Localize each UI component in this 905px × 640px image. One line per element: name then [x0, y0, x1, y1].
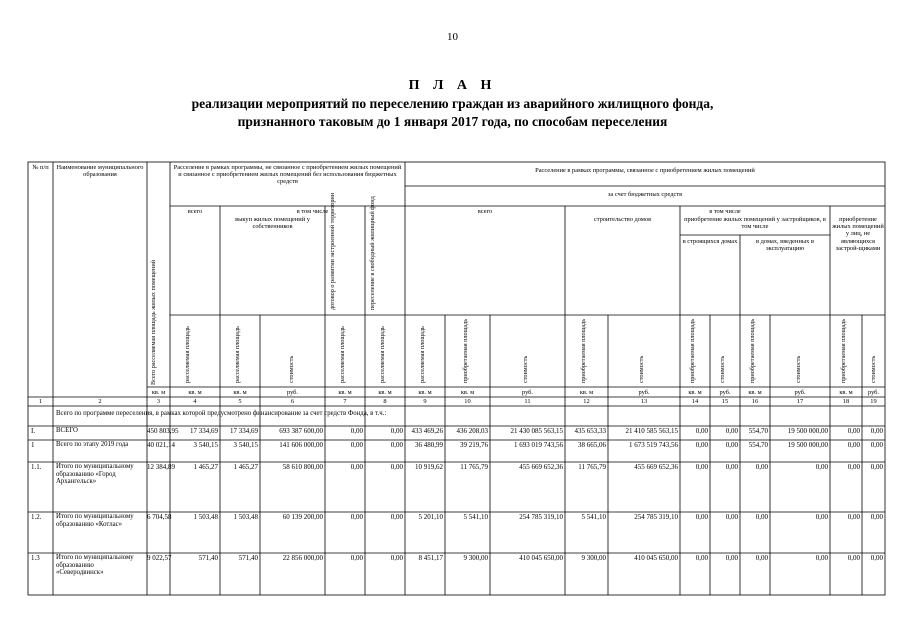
unit-c8: кв. м [378, 389, 392, 396]
row-number: 1 [31, 441, 35, 449]
header-construction: строительство домов [593, 216, 652, 223]
cell-c17: 0,00 [815, 463, 828, 471]
subheader-c7: расселяемая площадь [339, 326, 346, 383]
subheader-c10: приобретаемая площадь [462, 318, 469, 383]
subheader-c15: стоимость [719, 355, 726, 383]
cell-c18: 0,00 [847, 513, 860, 521]
cell-c6: 22 856 000,00 [282, 554, 323, 562]
header-dev: договор о развитии застроенной территории [329, 192, 336, 310]
unit-c16: кв. м [748, 389, 762, 396]
column-number: 11 [524, 398, 531, 405]
cell-c4: 1 503,48 [193, 513, 218, 521]
header-num: № п/п [32, 164, 49, 171]
cell-c10: 436 208,03 [456, 427, 488, 435]
document-subtitle-line2: признанного таковым до 1 января 2017 года, по способам переселения [237, 114, 668, 129]
subheader-c11: стоимость [522, 355, 529, 383]
cell-c19: 0,00 [870, 513, 883, 521]
cell-c4: 1 465,27 [193, 463, 218, 471]
cell-c8: 0,00 [390, 554, 403, 562]
column-number: 14 [691, 398, 699, 405]
column-number: 12 [583, 398, 590, 405]
unit-c4: кв. м [188, 389, 202, 396]
cell-c10: 5 541,10 [463, 513, 488, 521]
column-number: 9 [423, 398, 427, 405]
cell-c15: 0,00 [725, 513, 738, 521]
cell-c17: 19 500 000,00 [787, 441, 828, 449]
unit-c9: кв. м [418, 389, 432, 396]
header-incl-a: в том числе [296, 208, 329, 215]
row-name: Всего по этапу 2019 года [56, 441, 129, 448]
cell-c13: 410 045 650,00 [634, 554, 678, 562]
column-number: 19 [870, 398, 877, 405]
cell-c5: 17 334,69 [230, 427, 258, 435]
cell-c13: 254 785 319,10 [634, 513, 678, 521]
cell-c15: 0,00 [725, 463, 738, 471]
cell-c9: 10 919,62 [415, 463, 443, 471]
cell-c12: 9 300,00 [581, 554, 606, 562]
cell-c10: 11 765,79 [460, 463, 488, 471]
header-building: в строящихся домах [682, 238, 738, 245]
header-total-area: Всего расселяемая площадь жилых помещений [150, 260, 157, 385]
cell-c19: 0,00 [870, 463, 883, 471]
column-number: 16 [751, 398, 759, 405]
column-number: 10 [464, 398, 471, 405]
unit-c12: кв. м [579, 389, 594, 396]
cell-c6: 693 387 600,00 [279, 427, 323, 435]
cell-c12: 11 765,79 [578, 463, 606, 471]
cell-c5: 1 503,48 [233, 513, 258, 521]
cell-c13: 455 669 652,36 [634, 463, 678, 471]
header-buyout: выкуп жилых помещений у собственников [235, 216, 310, 231]
row-name: ВСЕГО [56, 427, 78, 434]
row-name: Итого по муниципальному образованию «Город Архангельск» [56, 463, 134, 486]
cell-c9: 36 480,99 [415, 441, 443, 449]
header-purchase-other: приобретение жилых помещений у лиц, не являющихся застрой-щиками [832, 216, 884, 252]
column-number: 2 [98, 398, 102, 405]
cell-c14: 0,00 [695, 463, 708, 471]
cell-c7: 0,00 [350, 427, 363, 435]
column-number: 7 [343, 398, 347, 405]
header-group-a: Расселение в рамках программы, не связанное с приобретением жилых помещений и связанное с приобретением жилых помещений без использования бюджетных средств [173, 164, 402, 186]
subheader-c12: приобретаемая площадь [580, 318, 587, 383]
note-row: Всего по программе переселения, в рамках которой предусмотрено финансирование за счет средств Фонда, в т.ч.: [56, 410, 387, 417]
unit-c11: руб. [521, 389, 534, 396]
subheader-c16: приобретаемая площадь [749, 318, 756, 383]
cell-c7: 0,00 [350, 554, 363, 562]
cell-c9: 5 201,10 [418, 513, 443, 521]
document-subtitle-line1: реализации мероприятий по переселению граждан из аварийного жилищного фонда, [191, 96, 714, 111]
cell-c7: 0,00 [350, 441, 363, 449]
cell-c5: 571,40 [238, 554, 258, 562]
header-total-a: всего [187, 208, 203, 215]
cell-c3: 9 022,57 [147, 554, 172, 562]
column-number: 18 [842, 398, 850, 405]
unit-c3: кв. м [151, 389, 166, 396]
unit-c15: руб. [719, 389, 731, 396]
subheader-c8: расселяемая площадь [379, 326, 386, 383]
cell-c4: 571,40 [198, 554, 218, 562]
cell-c18: 0,00 [847, 441, 860, 449]
row-number: 1.3 [31, 554, 40, 562]
header-purchase-dev: приобретение жилых помещений у застройщиков, в том числе [684, 216, 826, 231]
subheader-c14: приобретаемая площадь [689, 318, 696, 383]
cell-c18: 0,00 [847, 463, 860, 471]
column-number: 3 [156, 398, 161, 405]
cell-c19: 0,00 [870, 554, 883, 562]
column-number: 8 [383, 398, 387, 405]
cell-c11: 254 785 319,10 [519, 513, 563, 521]
column-number: 13 [640, 398, 648, 405]
column-number: 17 [796, 398, 804, 405]
cell-c3: 40 021,14 [147, 441, 175, 449]
cell-c16: 554,70 [748, 427, 768, 435]
cell-c3: 450 803,95 [147, 427, 179, 435]
cell-c14: 0,00 [695, 513, 708, 521]
cell-c5: 1 465,27 [233, 463, 258, 471]
cell-c7: 0,00 [350, 463, 363, 471]
cell-c7: 0,00 [350, 513, 363, 521]
unit-c19: руб. [867, 389, 880, 396]
header-total-b: всего [477, 208, 493, 215]
column-number: 1 [38, 398, 43, 405]
header-incl-b: в том числе [709, 208, 741, 215]
unit-c10: кв. м [460, 389, 475, 396]
cell-c8: 0,00 [390, 441, 403, 449]
header-free: переселение в свободный жилищный фонд [369, 196, 376, 310]
cell-c4: 17 334,69 [190, 427, 218, 435]
document-title: П Л А Н [408, 78, 497, 93]
cell-c15: 0,00 [725, 441, 738, 449]
cell-c13: 21 410 585 563,15 [625, 427, 678, 435]
cell-c14: 0,00 [695, 427, 708, 435]
cell-c10: 39 219,76 [460, 441, 488, 449]
cell-c12: 38 665,06 [578, 441, 606, 449]
column-number: 15 [721, 398, 729, 405]
header-name: Наименование муниципального образования [56, 164, 144, 179]
cell-c13: 1 673 519 743,56 [629, 441, 678, 449]
unit-c17: руб. [794, 389, 806, 396]
cell-c8: 0,00 [390, 463, 403, 471]
header-built: в домах, введенных в эксплуатацию [756, 238, 814, 253]
subheader-c13: стоимость [638, 355, 645, 383]
cell-c3: 12 384,89 [147, 463, 175, 471]
cell-c18: 0,00 [847, 427, 860, 435]
cell-c17: 0,00 [815, 554, 828, 562]
cell-c18: 0,00 [847, 554, 860, 562]
column-number: 5 [238, 398, 242, 405]
cell-c10: 9 300,00 [463, 554, 488, 562]
cell-c9: 8 451,17 [418, 554, 443, 562]
cell-c17: 0,00 [815, 513, 828, 521]
row-number: 1.1. [31, 463, 42, 471]
cell-c19: 0,00 [870, 441, 883, 449]
unit-c18: кв. м [839, 389, 853, 396]
unit-c5: кв. м [233, 389, 247, 396]
cell-c6: 58 610 800,00 [282, 463, 323, 471]
cell-c6: 60 139 200,00 [282, 513, 323, 521]
cell-c17: 19 500 000,00 [787, 427, 828, 435]
cell-c6: 141 606 000,00 [279, 441, 323, 449]
subheader-c5: расселяемая площадь [234, 326, 241, 383]
cell-c14: 0,00 [695, 441, 708, 449]
unit-c13: руб. [638, 389, 650, 396]
row-name: Итого по муниципальному образованию «Котлас» [56, 513, 134, 528]
cell-c12: 5 541,10 [581, 513, 606, 521]
cell-c9: 433 469,26 [411, 427, 443, 435]
cell-c11: 21 430 085 563,15 [510, 427, 563, 435]
subheader-c6: стоимость [288, 355, 295, 383]
cell-c15: 0,00 [725, 554, 738, 562]
cell-c15: 0,00 [725, 427, 738, 435]
cell-c3: 6 704,58 [147, 513, 172, 521]
cell-c12: 435 653,33 [574, 427, 606, 435]
cell-c16: 0,00 [755, 513, 768, 521]
cell-c16: 554,70 [748, 441, 768, 449]
subheader-c4: расселяемая площадь [184, 326, 191, 383]
cell-c14: 0,00 [695, 554, 708, 562]
row-number: I. [31, 427, 36, 435]
column-number: 4 [193, 398, 197, 405]
unit-c6: руб. [286, 389, 299, 396]
cell-c5: 3 540,15 [233, 441, 258, 449]
page-number: 10 [447, 31, 458, 43]
cell-c11: 455 669 652,36 [519, 463, 563, 471]
cell-c16: 0,00 [755, 554, 768, 562]
subheader-c18: приобретаемая площадь [840, 318, 847, 383]
unit-c14: кв. м [688, 389, 702, 396]
row-number: 1.2. [31, 513, 42, 521]
row-name: Итого по муниципальному образованию «Северодвинск» [56, 554, 134, 577]
column-number: 6 [290, 398, 295, 405]
cell-c16: 0,00 [755, 463, 768, 471]
cell-c11: 410 045 650,00 [519, 554, 563, 562]
cell-c8: 0,00 [390, 513, 403, 521]
subheader-c17: стоимость [795, 355, 802, 383]
unit-c7: кв. м [338, 389, 352, 396]
header-group-b: Расселение в рамках программы, связанное с приобретением жилых помещений [535, 167, 755, 174]
cell-c8: 0,00 [390, 427, 403, 435]
cell-c4: 3 540,15 [193, 441, 218, 449]
subheader-c19: стоимость [870, 355, 877, 383]
header-budget: за счет бюджетных средств [607, 191, 683, 198]
cell-c11: 1 693 019 743,56 [514, 441, 563, 449]
subheader-c9: расселяемая площадь [419, 326, 426, 383]
cell-c19: 0,00 [870, 427, 883, 435]
